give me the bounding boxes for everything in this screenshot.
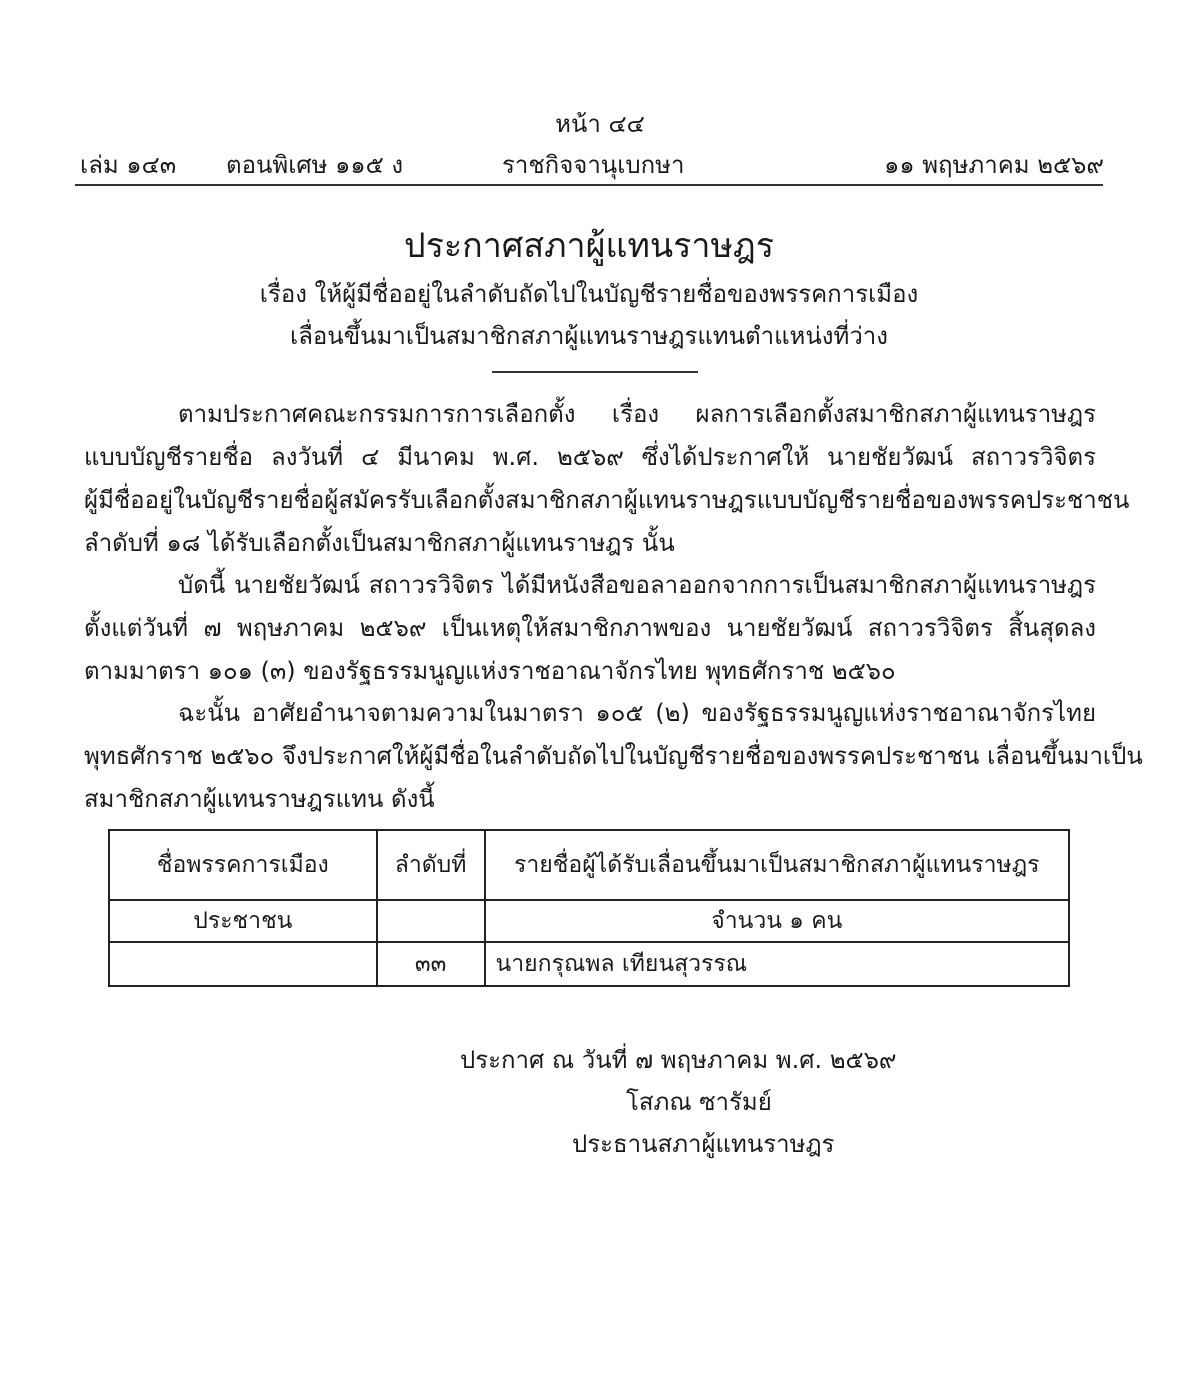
member-count-cell: จำนวน ๑ คน — [485, 900, 1069, 942]
table-row — [109, 900, 1069, 942]
signature-date: ประกาศ ณ วันที่ ๗ พฤษภาคม พ.ศ. ๒๕๖๙ — [460, 1046, 897, 1074]
paragraph-line: ตามมาตรา ๑๐๑ (๓) ของรัฐธรรมนูญแห่งราชอาณาจักรไทย พุทธศักราช ๒๕๖๐ — [84, 657, 896, 685]
announcement-title: ประกาศสภาผู้แทนราษฎร — [404, 226, 774, 266]
page-number: หน้า ๔๔ — [555, 110, 645, 138]
column-header-party: ชื่อพรรคการเมือง — [109, 830, 377, 900]
column-header-order: ลำดับที่ — [377, 830, 485, 900]
signatory-position: ประธานสภาผู้แทนราษฎร — [572, 1130, 835, 1158]
table-header-row — [109, 830, 1069, 900]
paragraph-line: สมาชิกสภาผู้แทนราษฎรแทน ดังนี้ — [84, 785, 435, 813]
paragraph-line: ตั้งแต่วันที่ ๗ พฤษภาคม ๒๕๖๙ เป็นเหตุให้สมาชิกภาพของ นายชัยวัฒน์ สถาวรวิจิตร สิ้นสุดลง — [84, 614, 1096, 642]
allocation-table — [108, 829, 1070, 987]
volume-number: เล่ม ๑๔๓ — [80, 151, 177, 179]
paragraph-line: บัดนี้ นายชัยวัฒน์ สถาวรวิจิตร ได้มีหนังสือขอลาออกจากการเป็นสมาชิกสภาผู้แทนราษฎร — [178, 571, 1096, 599]
paragraph-line: ตามประกาศคณะกรรมการการเลือกตั้ง เรื่อง ผลการเลือกตั้งสมาชิกสภาผู้แทนราษฎร — [178, 400, 1096, 428]
signatory-name: โสภณ ซารัมย์ — [626, 1088, 772, 1116]
member-name-cell: นายกรุณพล เทียนสุวรรณ — [485, 942, 1069, 986]
announcement-subject-line-2: เลื่อนขึ้นมาเป็นสมาชิกสภาผู้แทนราษฎรแทนตำแหน่งที่ว่าง — [289, 322, 888, 350]
gazette-name: ราชกิจจานุเบกษา — [502, 151, 685, 179]
party-name-cell: ประชาชน — [109, 900, 377, 942]
announcement-subject-line-1: เรื่อง ให้ผู้มีชื่ออยู่ในลำดับถัดไปในบัญชีรายชื่อของพรรคการเมือง — [259, 280, 919, 308]
gazette-date: ๑๑ พฤษภาคม ๒๕๖๙ — [884, 151, 1104, 179]
title-divider — [492, 371, 698, 373]
paragraph-line: ผู้มีชื่ออยู่ในบัญชีรายชื่อผู้สมัครรับเลือกตั้งสมาชิกสภาผู้แทนราษฎรแบบบัญชีรายชื่อของพรรคประชาชน — [84, 486, 1130, 514]
paragraph-2 — [84, 564, 1096, 693]
paragraph-line: แบบบัญชีรายชื่อ ลงวันที่ ๔ มีนาคม พ.ศ. ๒๕๖๙ ซึ่งได้ประกาศให้ นายชัยวัฒน์ สถาวรวิจิตร — [84, 443, 1096, 471]
paragraph-1 — [84, 393, 1130, 565]
paragraph-3 — [84, 692, 1143, 821]
empty-cell — [109, 942, 377, 986]
column-header-name: รายชื่อผู้ได้รับเลื่อนขึ้นมาเป็นสมาชิกสภาผู้แทนราษฎร — [485, 830, 1069, 900]
paragraph-line: พุทธศักราช ๒๕๖๐ จึงประกาศให้ผู้มีชื่อในลำดับถัดไปในบัญชีรายชื่อของพรรคประชาชน เลื่อนขึ้นมาเป็น — [84, 742, 1143, 770]
paragraph-line: ลำดับที่ ๑๘ ได้รับเลือกตั้งเป็นสมาชิกสภาผู้แทนราษฎร นั้น — [84, 529, 675, 557]
empty-cell — [377, 900, 485, 942]
table-row — [109, 942, 1069, 986]
section-number: ตอนพิเศษ ๑๑๕ ง — [226, 151, 404, 179]
header-rule — [75, 184, 1103, 186]
order-number-cell: ๓๓ — [377, 942, 485, 986]
paragraph-line: ฉะนั้น อาศัยอำนาจตามความในมาตรา ๑๐๕ (๒) ของรัฐธรรมนูญแห่งราชอาณาจักรไทย — [178, 699, 1096, 727]
